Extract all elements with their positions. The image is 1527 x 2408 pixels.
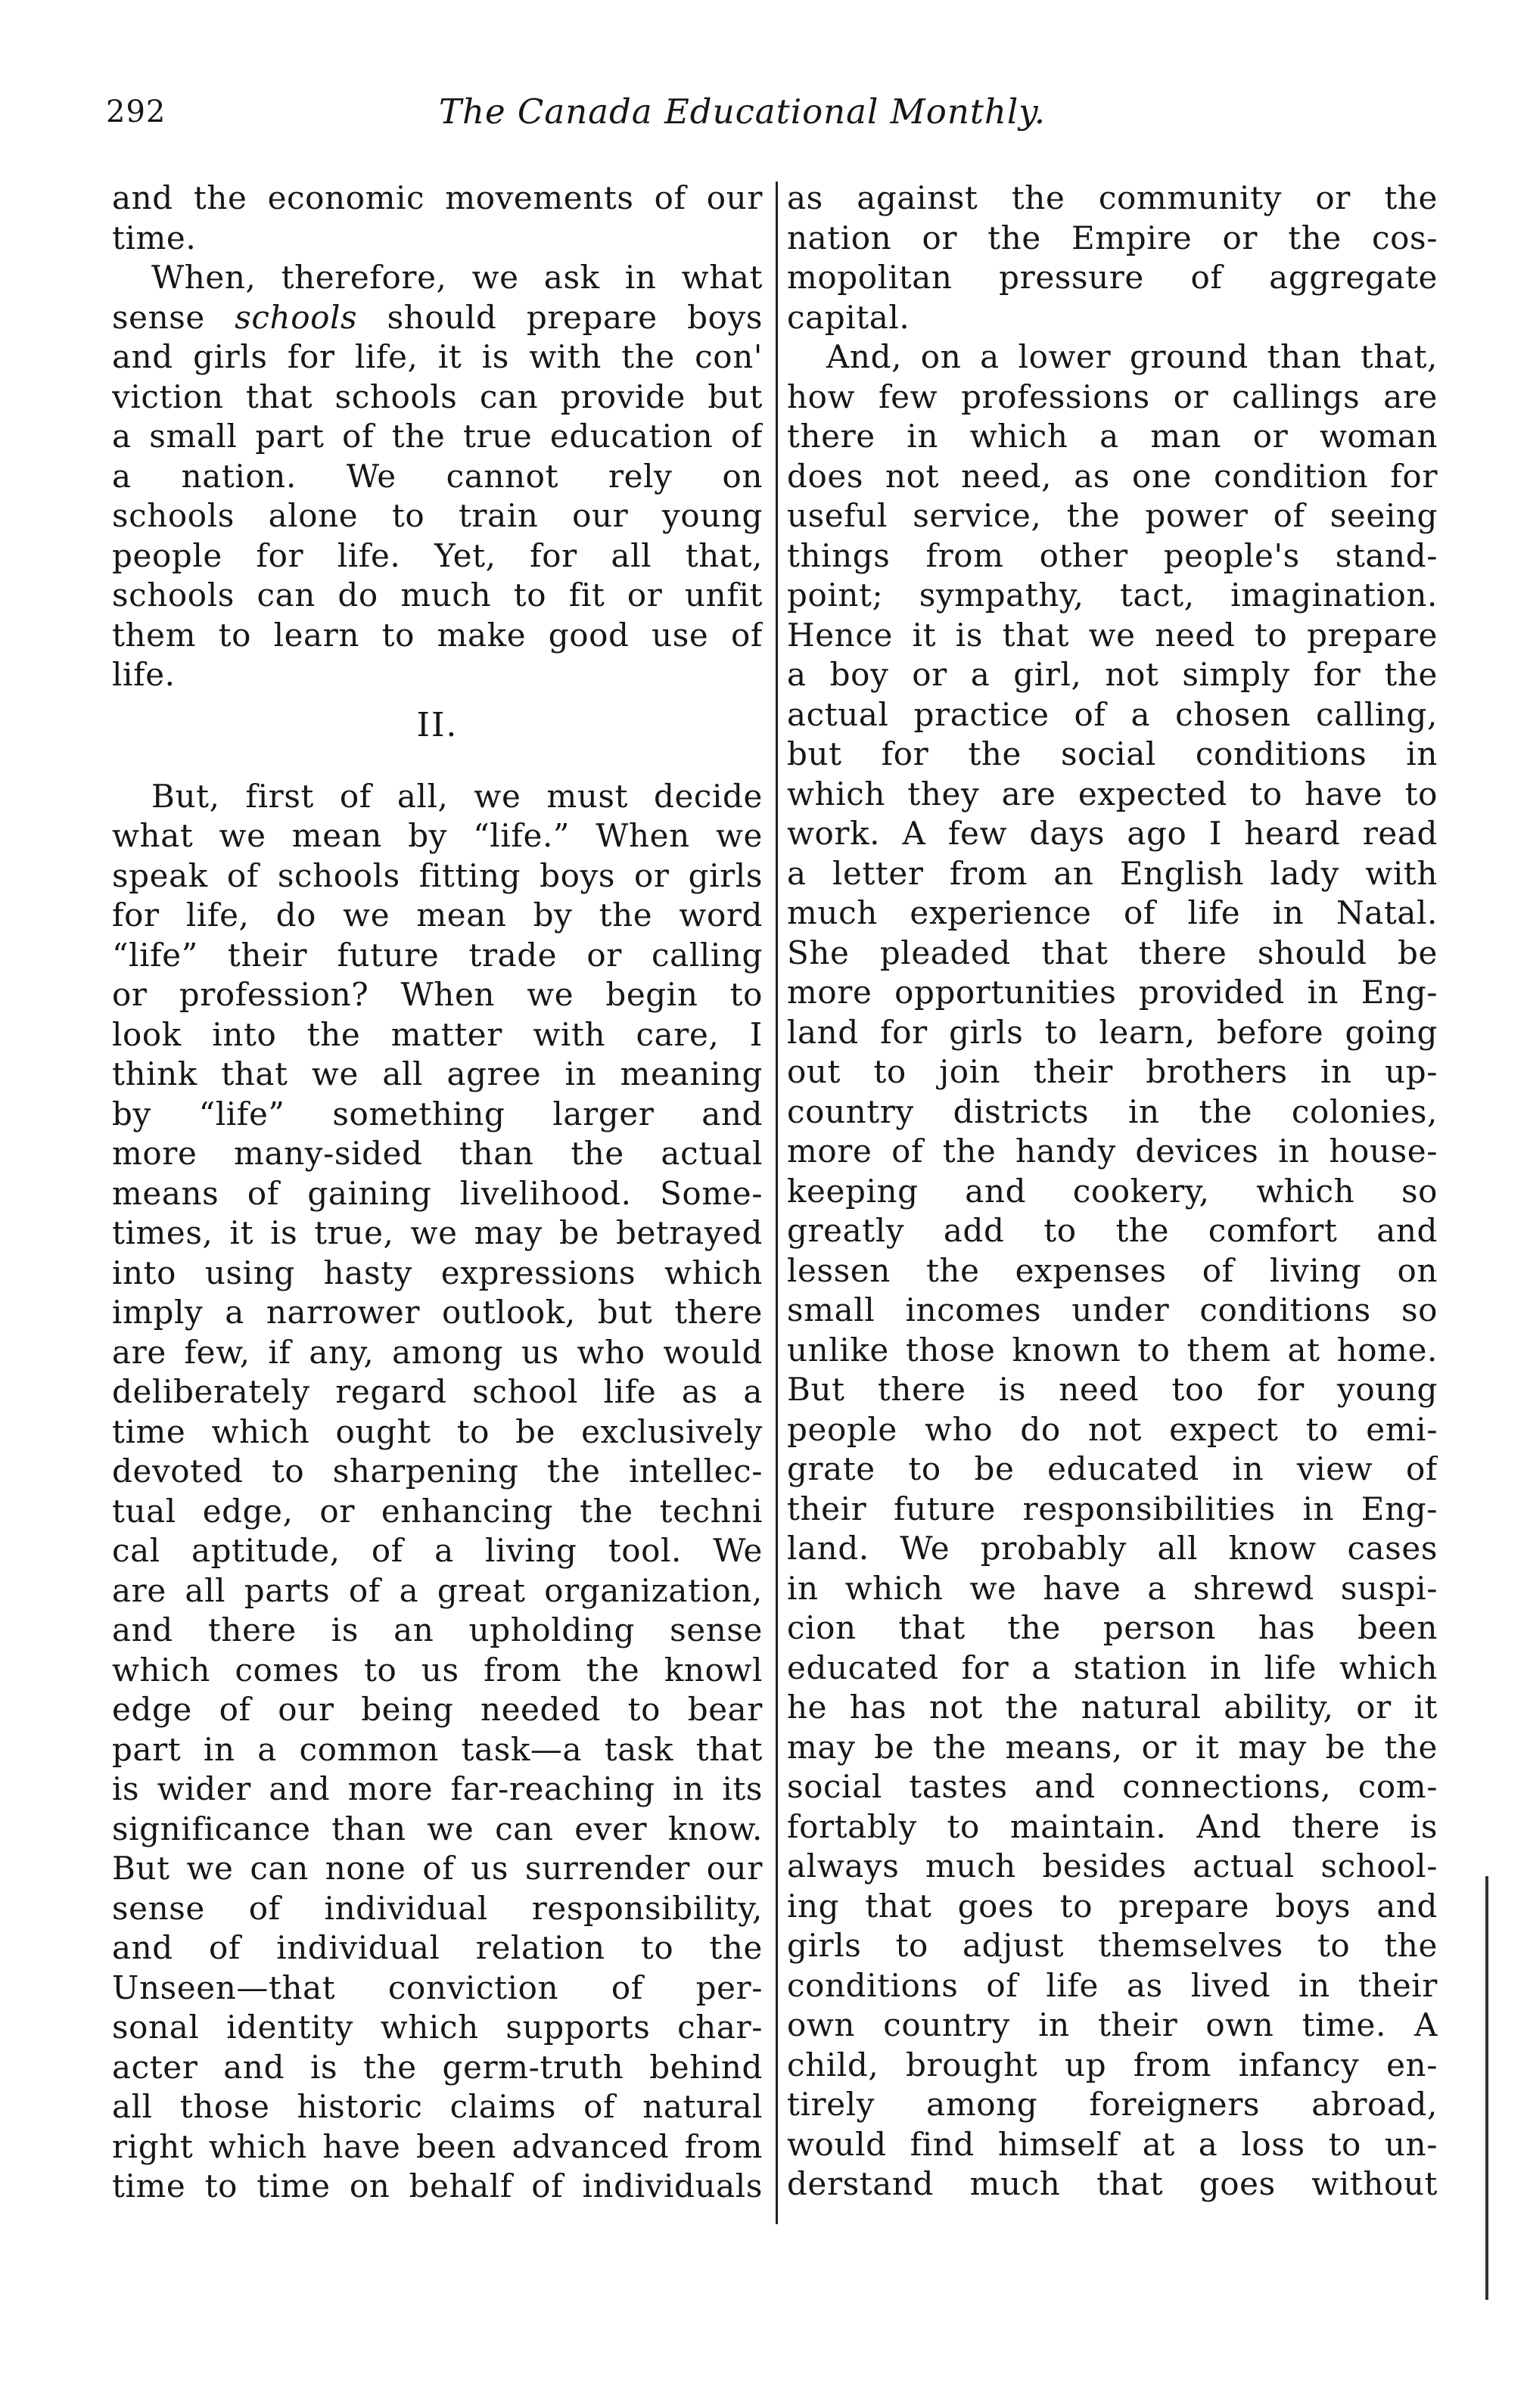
text-line: time which ought to be exclusively bbox=[112, 1412, 763, 1450]
text-line: them to learn to make good use of bbox=[112, 616, 763, 654]
paragraph-gap bbox=[112, 756, 763, 777]
text-line: nation or the Empire or the cos- bbox=[787, 219, 1438, 256]
text-line: means of gaining livelihood. Some- bbox=[112, 1174, 763, 1212]
text-line: there in which a man or woman bbox=[787, 418, 1438, 455]
right-column bbox=[787, 179, 1438, 2204]
text-line: lessen the expenses of living on bbox=[787, 1251, 1438, 1289]
text-line: social tastes and connections, com- bbox=[787, 1768, 1438, 1805]
text-line: greatly add to the comfort and bbox=[787, 1212, 1438, 1249]
text-line: mopolitan pressure of aggregate bbox=[787, 259, 1438, 296]
text-line: child, brought up from infancy en- bbox=[787, 2046, 1438, 2083]
text-line: But we can none of us surrender our bbox=[112, 1850, 763, 1887]
journal-title: The Canada Educational Monthly. bbox=[439, 92, 1047, 132]
text-line: acter and is the germ-truth behind bbox=[112, 2048, 763, 2086]
text-line: tual edge, or enhancing the techni bbox=[112, 1492, 763, 1530]
text-line: how few professions or callings are bbox=[787, 378, 1438, 415]
text-line: capital. bbox=[787, 298, 910, 336]
text-line: point; sympathy, tact, imagination. bbox=[787, 576, 1438, 614]
text-line: time to time on behalf of individuals bbox=[112, 2167, 763, 2204]
text-line: sonal identity which supports char- bbox=[112, 2009, 763, 2046]
text-line: speak of schools fitting boys or girls bbox=[112, 856, 763, 894]
text-line: keeping and cookery, which so bbox=[787, 1172, 1438, 1210]
text-line: a boy or a girl, not simply for the bbox=[787, 656, 1438, 693]
text-line: a small part of the true education of bbox=[112, 418, 763, 455]
text-line: what we mean by “life.” When we bbox=[112, 817, 763, 854]
text-line: educated for a station in life which bbox=[787, 1648, 1438, 1686]
text-line: as against the community or the bbox=[787, 179, 1438, 216]
text-line: times, it is true, we may be betrayed bbox=[112, 1214, 763, 1251]
text-line: are all parts of a great organization, bbox=[112, 1571, 763, 1609]
text-line: land for girls to learn, before going bbox=[787, 1013, 1438, 1051]
text-line: girls to adjust themselves to the bbox=[787, 1927, 1438, 1964]
text-line: more opportunities provided in Eng- bbox=[787, 974, 1438, 1011]
text-line: part in a common task—a task that bbox=[112, 1730, 763, 1768]
text-line: useful service, the power of seeing bbox=[787, 497, 1438, 534]
section-heading: II. bbox=[416, 705, 459, 744]
text-line: significance than we can ever know. bbox=[112, 1810, 763, 1847]
text-line: viction that schools can provide but bbox=[112, 378, 763, 415]
text-line: their future responsibilities in Eng- bbox=[787, 1490, 1438, 1527]
text-line: think that we all agree in meaning bbox=[112, 1055, 763, 1092]
text-line: actual practice of a chosen calling, bbox=[787, 695, 1438, 733]
text-line: time. bbox=[112, 219, 197, 256]
text-line: may be the means, or it may be the bbox=[787, 1728, 1438, 1766]
page-number: 292 bbox=[106, 95, 166, 129]
text-line: people who do not expect to emi- bbox=[787, 1410, 1438, 1448]
text-line: grate to be educated in view of bbox=[787, 1450, 1438, 1487]
text-line: And, on a lower ground than that, bbox=[826, 338, 1438, 375]
text-line: work. A few days ago I heard read bbox=[787, 815, 1438, 852]
text-line: small incomes under conditions so bbox=[787, 1291, 1438, 1328]
text-line: which they are expected to have to bbox=[787, 775, 1438, 813]
text-line: by “life” something larger and bbox=[112, 1095, 763, 1133]
emphasis-schools: schools bbox=[235, 298, 358, 336]
running-head bbox=[106, 89, 1445, 135]
text-line: But, first of all, we must decide bbox=[151, 777, 763, 815]
text-line: which comes to us from the knowl bbox=[112, 1651, 763, 1689]
text-line: all those historic claims of natural bbox=[112, 2088, 763, 2125]
text-line: derstand much that goes without bbox=[787, 2165, 1438, 2202]
text-line: deliberately regard school life as a bbox=[112, 1373, 763, 1410]
page-edge-shadow bbox=[1485, 1876, 1488, 2300]
text-line: Unseen—that conviction of per- bbox=[112, 1968, 763, 2006]
text-line: and the economic movements of our bbox=[112, 179, 763, 216]
text-line: he has not the natural ability, or it bbox=[787, 1689, 1438, 1726]
text-line: people for life. Yet, for all that, bbox=[112, 536, 763, 574]
text-line: and girls for life, it is with the con' bbox=[112, 338, 763, 375]
text-line: She pleaded that there should be bbox=[787, 934, 1438, 971]
text-line: schools can do much to fit or unfit bbox=[112, 576, 763, 614]
text-line: right which have been advanced from bbox=[112, 2127, 763, 2165]
text-line: schools alone to train our young bbox=[112, 497, 763, 534]
text-line: or profession? When we begin to bbox=[112, 976, 763, 1013]
text-line: When, therefore, we ask in what bbox=[151, 259, 763, 296]
text-line: “life” their future trade or calling bbox=[112, 936, 763, 974]
text-line: things from other people's stand- bbox=[787, 536, 1438, 574]
text-line: unlike those known to them at home. bbox=[787, 1331, 1438, 1369]
text-line: sense of individual responsibility, bbox=[112, 1889, 763, 1927]
text-line: but for the social conditions in bbox=[787, 735, 1438, 772]
text-line: a nation. We cannot rely on bbox=[112, 457, 763, 495]
text-line: does not need, as one condition for bbox=[787, 457, 1438, 495]
text-line: and of individual relation to the bbox=[112, 1929, 763, 1966]
text-line: ing that goes to prepare boys and bbox=[787, 1887, 1438, 1925]
text-line: sense schools should prepare boys bbox=[112, 298, 763, 336]
text-line: country districts in the colonies, bbox=[787, 1092, 1438, 1130]
text-line: fortably to maintain. And there is bbox=[787, 1807, 1438, 1845]
text-line: are few, if any, among us who would bbox=[112, 1333, 763, 1371]
text-line: land. We probably all know cases bbox=[787, 1530, 1438, 1567]
text-line: a letter from an English lady with bbox=[787, 854, 1438, 892]
text-line: for life, do we mean by the word bbox=[112, 896, 763, 934]
text-line: in which we have a shrewd suspi- bbox=[787, 1569, 1438, 1607]
text-line: Hence it is that we need to prepare bbox=[787, 616, 1438, 654]
text-line: more of the handy devices in house- bbox=[787, 1133, 1438, 1170]
left-column bbox=[112, 179, 763, 2207]
text-line: out to join their brothers in up- bbox=[787, 1053, 1438, 1090]
text-line: cal aptitude, of a living tool. We bbox=[112, 1532, 763, 1569]
text-line: would find himself at a loss to un- bbox=[787, 2125, 1438, 2163]
text-line: much experience of life in Natal. bbox=[787, 894, 1438, 931]
text-line: devoted to sharpening the intellec- bbox=[112, 1453, 763, 1490]
text-line: edge of our being needed to bear bbox=[112, 1691, 763, 1728]
text-line: cion that the person has been bbox=[787, 1609, 1438, 1646]
text-line: into using hasty expressions which bbox=[112, 1254, 763, 1291]
text-line: is wider and more far-reaching in its bbox=[112, 1770, 763, 1807]
text-line: look into the matter with care, I bbox=[112, 1015, 763, 1053]
text-line: and there is an upholding sense bbox=[112, 1611, 763, 1648]
text-line: imply a narrower outlook, but there bbox=[112, 1294, 763, 1331]
text-line: conditions of life as lived in their bbox=[787, 1966, 1438, 2004]
text-line: own country in their own time. A bbox=[787, 2006, 1438, 2043]
text-line: life. bbox=[112, 656, 176, 693]
text-line: But there is need too for young bbox=[787, 1371, 1438, 1408]
text-line: always much besides actual school- bbox=[787, 1847, 1438, 1884]
column-divider bbox=[776, 182, 778, 2224]
text-line: tirely among foreigners abroad, bbox=[787, 2086, 1438, 2123]
text-line: more many-sided than the actual bbox=[112, 1135, 763, 1172]
